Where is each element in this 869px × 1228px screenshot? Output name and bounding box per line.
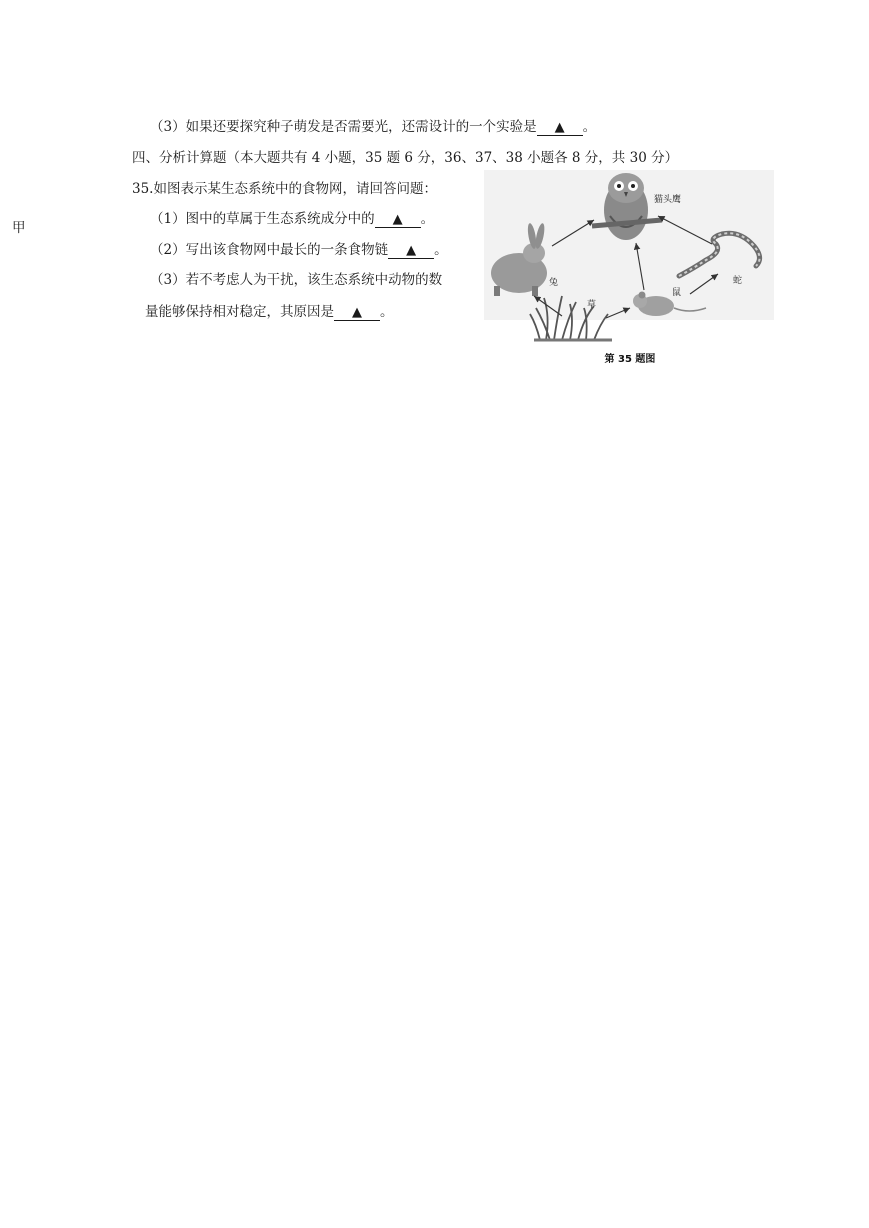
- prev-q3-text: （3）如果还要探究种子萌发是否需要光，还需设计的一个实验是: [150, 119, 537, 135]
- label-snake: 蛇: [733, 276, 743, 286]
- q35-sub3-answer-blank[interactable]: ▲: [334, 305, 380, 321]
- label-grass: 草: [587, 300, 597, 310]
- section-heading: 四、分析计算题（本大题共有 4 小题，35 题 6 分，36、37、38 小题各 8 分，共 30 分）: [132, 150, 679, 166]
- q35-sub3-line1: （3）若不考虑人为干扰，该生态系统中动物的数: [150, 272, 443, 288]
- label-rabbit: 兔: [549, 278, 559, 288]
- label-mouse: 鼠: [672, 288, 682, 298]
- q35-stem: 35.如图表示某生态系统中的食物网，请回答问题：: [132, 181, 437, 197]
- prev-question-3: （3）如果还要探究种子萌发是否需要光，还需设计的一个实验是 ▲ 。: [150, 119, 597, 135]
- label-owl: 猫头鹰: [654, 195, 682, 205]
- food-web-drawing: [484, 168, 776, 348]
- side-mark: 甲: [12, 220, 26, 236]
- q35-sub1: （1）图中的草属于生态系统成分中的 ▲ 。: [150, 211, 435, 227]
- q35-sub2: （2）写出该食物网中最长的一条食物链 ▲ 。: [150, 242, 448, 258]
- q35-sub2-answer-blank[interactable]: ▲: [388, 243, 434, 259]
- q35-sub3-line2: 量能够保持相对稳定，其原因是 ▲ 。: [145, 304, 394, 320]
- q35-sub1-answer-blank[interactable]: ▲: [375, 212, 421, 228]
- figure-caption: 第 35 题图: [604, 354, 656, 365]
- food-web-figure: [484, 168, 776, 368]
- prev-q3-answer-blank[interactable]: ▲: [537, 120, 583, 136]
